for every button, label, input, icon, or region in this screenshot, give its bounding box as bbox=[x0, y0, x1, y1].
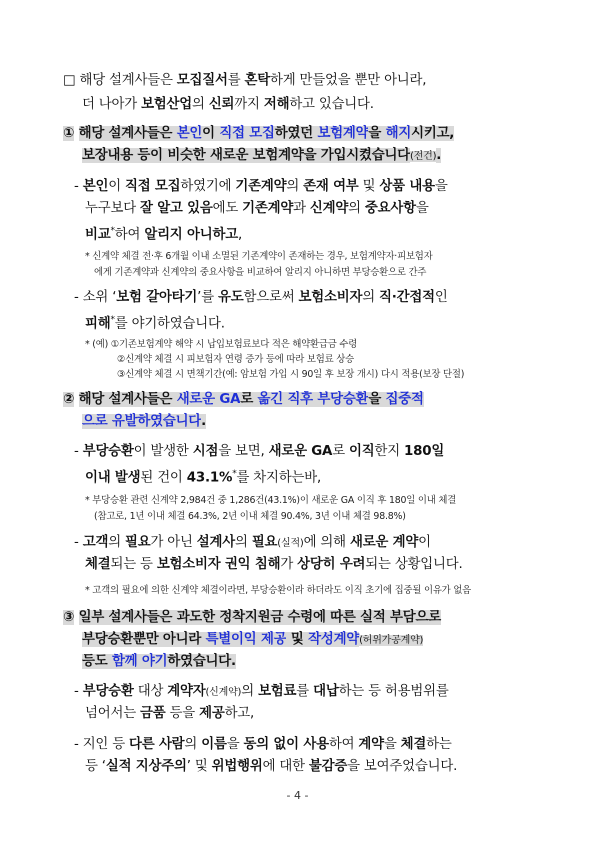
intro-line-1: □ 해당 설계사들은 모집질서를 혼탁하게 만들었을 뿐만 아니라, bbox=[63, 73, 427, 88]
s1-detail-1-line-3: 비교*하여 알리지 아니하고, bbox=[85, 226, 242, 243]
s3-detail-1-line-2: 넘어서는 금품 등을 제공하고, bbox=[85, 706, 255, 721]
s3-number: ③ bbox=[63, 610, 75, 625]
s2-footnote-1-line-1: * 부당승환 관련 신계약 2,984건 중 1,286건(43.1%)이 새로운 GA 이직 후 180일 이내 체결 bbox=[85, 495, 457, 506]
s1-footnote-2-line-2: ②신계약 체결 시 피보험자 연령 증가 등에 따라 보험료 상승 bbox=[117, 354, 354, 365]
s2-footnote-1-line-2: (참고로, 1년 이내 체결 64.3%, 2년 이내 체결 90.4%, 3년 이내 체결 98.8%) bbox=[94, 511, 406, 522]
s2-heading-line-1: ② 해당 설계사들은 새로운 GA로 옮긴 직후 부당승환을 집중적 bbox=[63, 392, 424, 407]
square-bullet-icon: □ bbox=[63, 73, 76, 88]
s1-footnote-1-line-2: 에게 기존계약과 신계약의 중요사항을 비교하여 알리지 아니하면 부당승환으로 간주 bbox=[94, 267, 427, 278]
s1-detail-2-line-1: - 소위 ‘보험 갈아타기’를 유도함으로써 보험소비자의 직·간접적인 bbox=[74, 290, 448, 305]
intro-line-2: 더 나아가 보험산업의 신뢰까지 저해하고 있습니다. bbox=[82, 97, 374, 112]
s1-number: ① bbox=[63, 126, 75, 141]
s3-heading-line-1: ③ 일부 설계사들은 과도한 정착지원금 수령에 따른 실적 부담으로 bbox=[63, 610, 442, 625]
s2-footnote-2: * 고객의 필요에 의한 신계약 체결이라면, 부당승환이라 하더라도 이직 초기에 집중될 이유가 없음 bbox=[85, 585, 472, 596]
s1-footnote-2-line-3: ③신계약 체결 시 면책기간(예: 암보험 가입 시 90일 후 보장 개시) 다시 적용(보장 단절) bbox=[117, 369, 465, 380]
s2-heading-line-2: 으로 유발하였습니다. bbox=[82, 414, 206, 429]
page-number: - 4 - bbox=[286, 789, 309, 802]
s1-detail-1-line-1: - 본인이 직접 모집하였기에 기존계약의 존재 여부 및 상품 내용을 bbox=[74, 179, 448, 194]
s1-footnote-2-line-1: * (예) ①기존보험계약 해약 시 납입보험료보다 적은 해약환급금 수령 bbox=[85, 339, 358, 350]
s2-detail-2-line-2: 체결되는 등 보험소비자 권익 침해가 상당히 우려되는 상황입니다. bbox=[85, 557, 463, 572]
s2-number: ② bbox=[63, 392, 75, 407]
s1-detail-2-line-2: 피해*를 야기하였습니다. bbox=[85, 315, 225, 332]
s3-heading-line-2: 부당승환뿐만 아니라 특별이익 제공 및 작성계약(허위가공계약) bbox=[82, 632, 424, 647]
s3-detail-1-line-1: - 부당승환 대상 계약자(신계약)의 보험료를 대납하는 등 허용범위를 bbox=[74, 684, 449, 699]
s3-detail-2-line-1: - 지인 등 다른 사람의 이름을 동의 없이 사용하여 계약을 체결하는 bbox=[74, 737, 452, 752]
s1-heading-line-2: 보장내용 등이 비슷한 새로운 보험계약을 가입시켰습니다(전건). bbox=[82, 148, 442, 163]
s1-heading-line-1: ① 해당 설계사들은 본인이 직접 모집하였던 보험계약을 해지시키고, bbox=[63, 126, 455, 141]
s2-detail-1-line-2: 이내 발생된 건이 43.1%*를 차지하는바, bbox=[85, 469, 322, 486]
s2-detail-1-line-1: - 부당승환이 발생한 시점을 보면, 새로운 GA로 이직한지 180일 bbox=[74, 444, 445, 459]
s2-detail-2-line-1: - 고객의 필요가 아닌 설계사의 필요(실적)에 의해 새로운 계약이 bbox=[74, 535, 431, 550]
s1-footnote-1-line-1: * 신계약 체결 전·후 6개월 이내 소멸된 기존계약이 존재하는 경우, 보험계약자·피보험자 bbox=[85, 251, 433, 262]
s3-heading-line-3: 등도 함께 야기하였습니다. bbox=[82, 654, 236, 669]
s3-detail-2-line-2: 등 ‘실적 지상주의’ 및 위법행위에 대한 불감증을 보여주었습니다. bbox=[85, 759, 458, 774]
s1-detail-1-line-2: 누구보다 잘 알고 있음에도 기존계약과 신계약의 중요사항을 bbox=[85, 201, 429, 216]
